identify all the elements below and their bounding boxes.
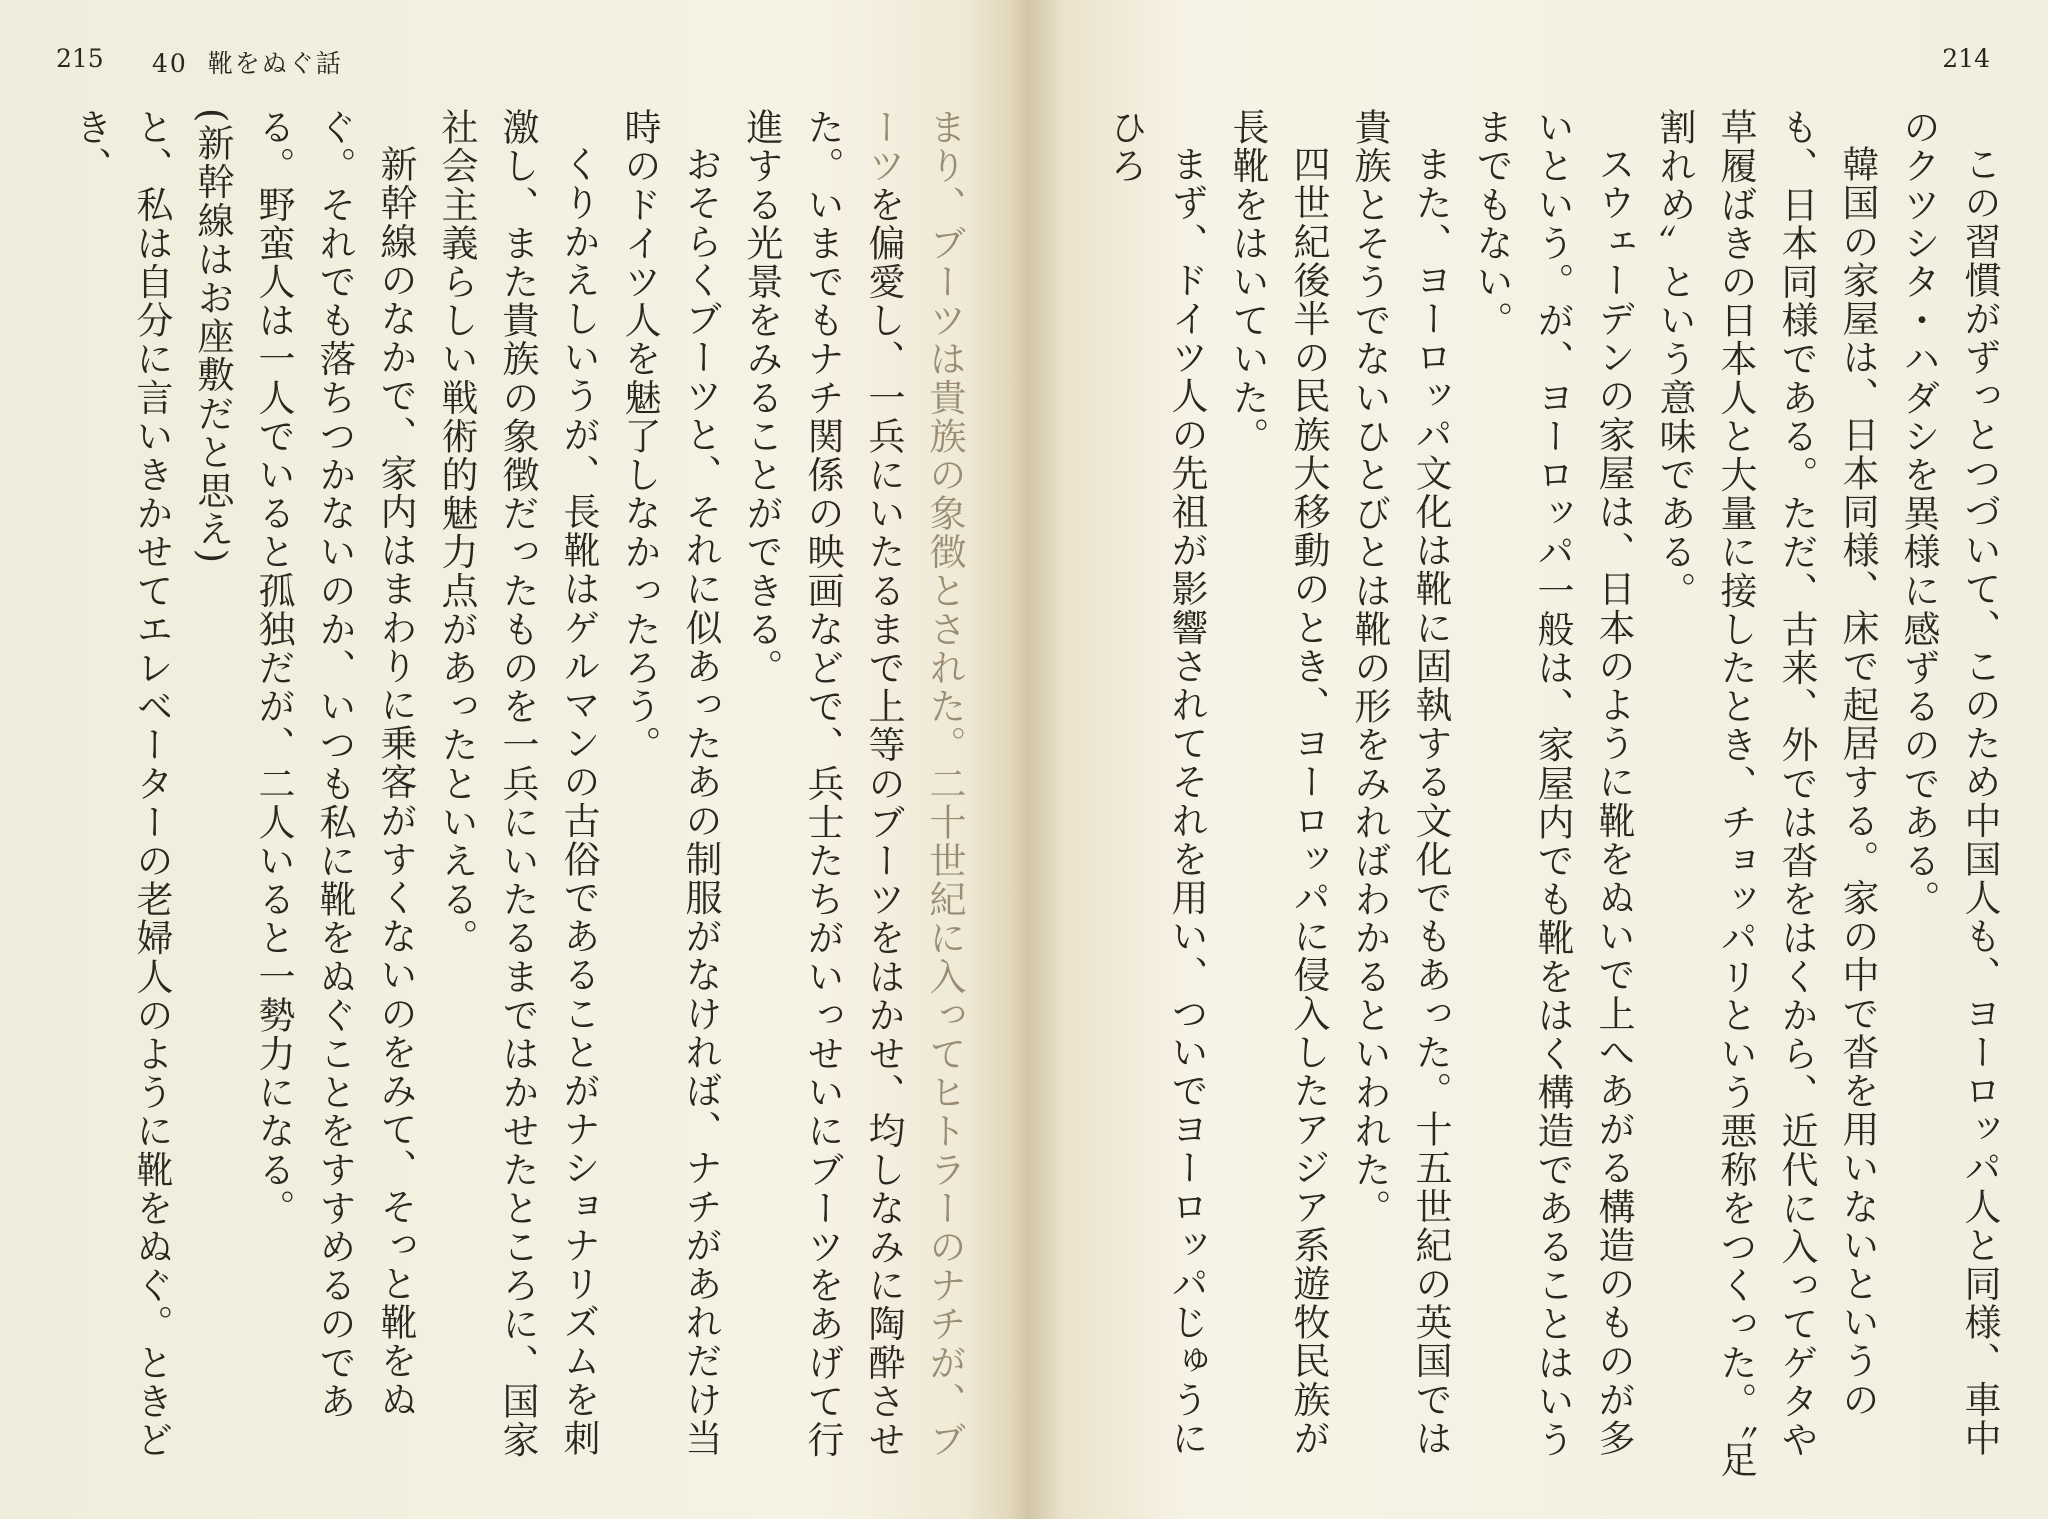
paragraph: まず、ドイツ人の先祖が影響されてそれを用い、ついでヨーロッパじゅうにひろ — [1104, 108, 1208, 1458]
right-page-body — [1050, 108, 2010, 1488]
paragraph — [731, 108, 975, 1488]
paragraph-text: を偏愛し、一兵にいたるまで上等のブーツをはかせ、均しなみに陶酔させた。いまでもナチ関係の映画などで、兵士たちがいっせいにブーツをあげて行進する光景をみることができる。 — [740, 108, 905, 1460]
paragraph: この習慣がずっとつづいて、このため中国人も、ヨーロッパ人と同様、車中のクツシタ・ハダシを異様に感ずるのである。 — [1897, 108, 2001, 1458]
paragraph: と、私は自分に言いきかせてエレベーターの老婦人のように靴をぬぐ。ときどき、 — [69, 108, 173, 1459]
faded-text: まり、ブーツは貴族の象徴とされた。二十世紀に入ってヒトラーのナチが、ブーツ — [862, 108, 966, 1459]
chapter-number: 40 — [152, 49, 188, 78]
running-header — [152, 44, 343, 80]
paragraph: 新幹線のなかで、家内はまわりに乗客がすくないのをみて、そっと靴をぬぐ。それでも落ちつかないのか、いつも私に靴をぬぐことをすすめるのである。野蛮人は一人でいると孤独だが、二人いると一勢力になる。 — [252, 108, 417, 1421]
paragraph: 四世紀後半の民族大移動のとき、ヨーロッパに侵入したアジア系遊牧民族が長靴をはいていた。 — [1226, 108, 1330, 1458]
paragraph: 韓国の家屋は、日本同様、床で起居する。家の中で沓を用いないというのも、日本同様である。ただ、古来、外では沓をはくから、近代に入ってゲタや草履ばきの日本人と大量に接したとき、チョッパリという悪称をつくった。〝足割れめ〟という意味である。 — [1653, 108, 1879, 1480]
left-page-number: 215 — [56, 44, 104, 73]
paragraph: スウェーデンの家屋は、日本のように靴をぬいで上へあがる構造のものが多いという。が、ヨーロッパ一般は、家屋内でも靴をはく構造であることはいうまでもない。 — [1470, 108, 1635, 1459]
left-page — [0, 0, 1005, 1519]
paragraph: くりかえしいうが、長靴はゲルマンの古俗であることがナショナリズムを刺激し、また貴族の象徴だったものを一兵にいたるまではかせたところに、国家社会主義らしい戦術的魅力点があったといえる。 — [435, 108, 600, 1459]
right-page-number: 214 — [1942, 44, 1990, 73]
chapter-title: 靴をぬぐ話 — [207, 49, 343, 78]
left-page-body — [55, 108, 975, 1488]
paragraph: おそらくブーツと、それに似あったあの制服がなければ、ナチがあれだけ当時のドイツ人を魅了しなかったろう。 — [618, 108, 722, 1458]
right-page — [1005, 0, 2048, 1519]
paragraph: また、ヨーロッパ文化は靴に固執する文化でもあった。十五世紀の英国では貴族とそうでないひとびとは靴の形をみればわかるといわれた。 — [1348, 108, 1452, 1458]
paragraph: (新幹線はお座敷だと思え) — [191, 108, 234, 565]
